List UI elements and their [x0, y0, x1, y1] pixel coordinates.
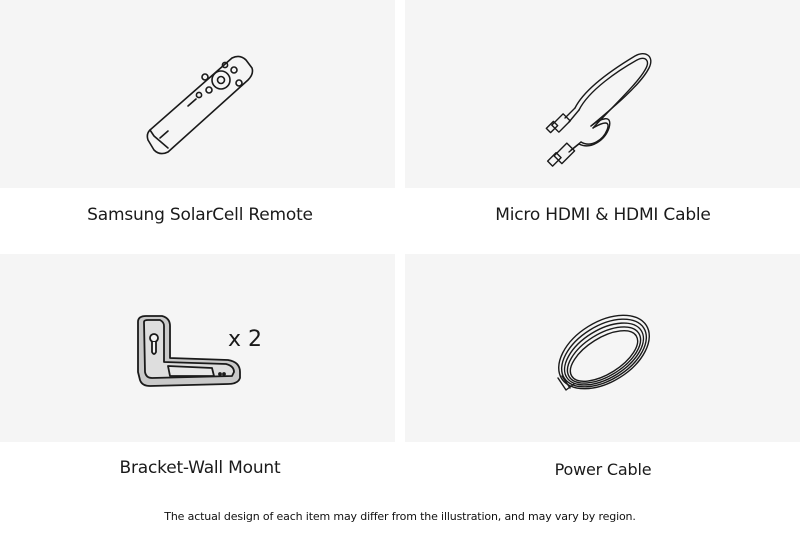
wall-bracket-icon	[128, 312, 248, 402]
power-cable-icon	[548, 306, 658, 406]
bracket-quantity: x 2	[228, 327, 263, 352]
bracket-label: Bracket-Wall Mount	[119, 458, 281, 478]
remote-label: Samsung SolarCell Remote	[87, 205, 313, 225]
power-label: Power Cable	[554, 460, 652, 479]
hdmi-label: Micro HDMI & HDMI Cable	[495, 205, 711, 225]
footnote: The actual design of each item may differ from the illustration, and may vary by region.	[164, 510, 636, 523]
remote-control-icon	[140, 50, 260, 160]
hdmi-cable-icon	[545, 48, 665, 168]
